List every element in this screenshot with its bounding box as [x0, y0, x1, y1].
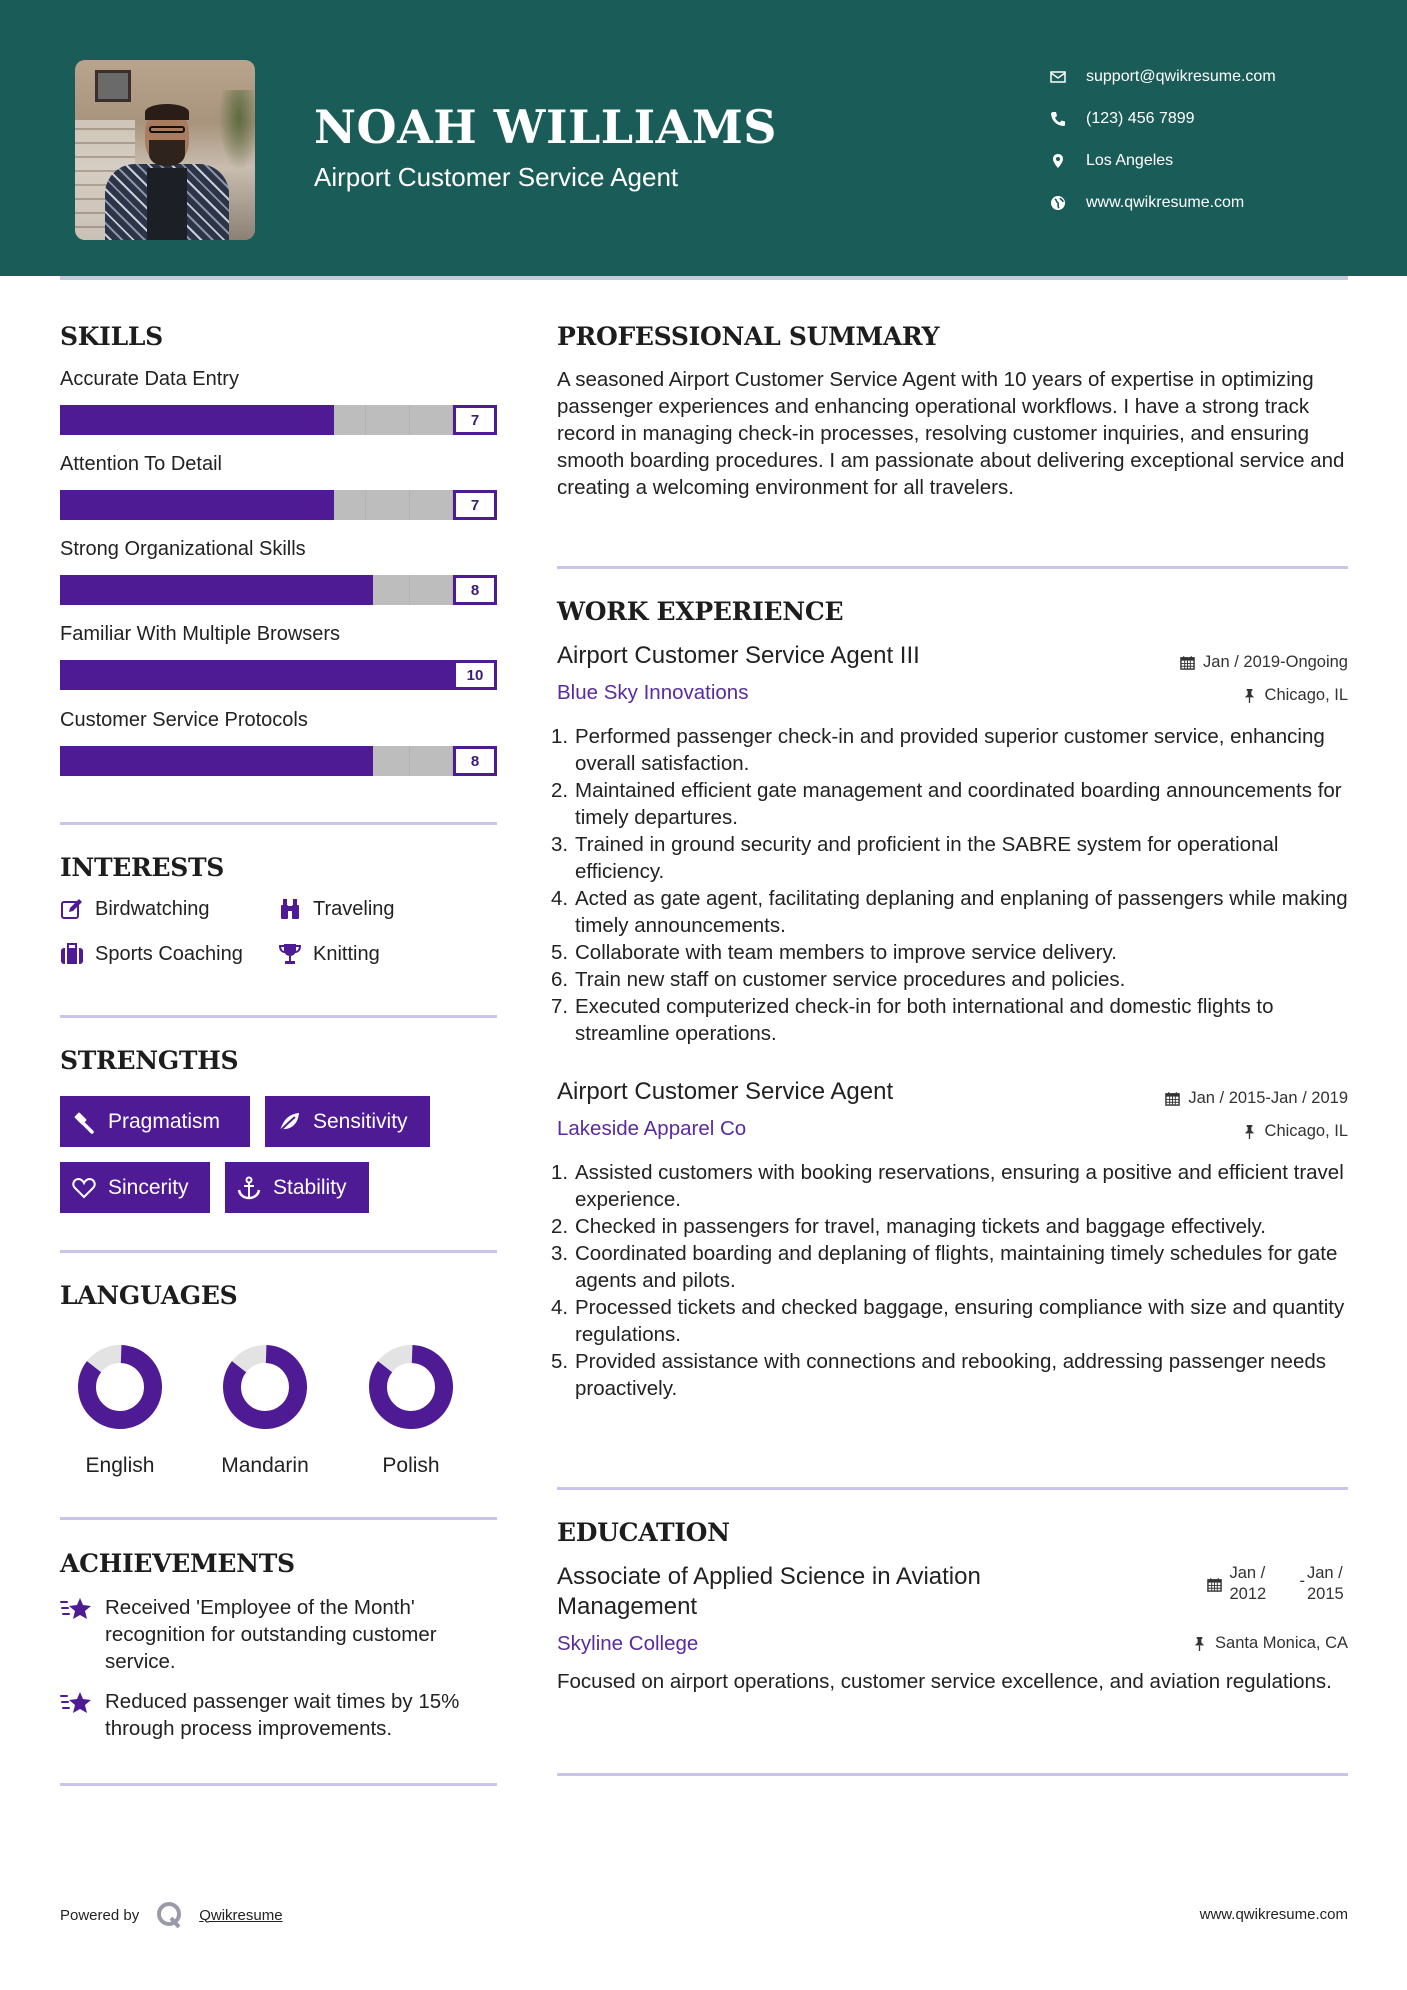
strength-tag: Stability — [225, 1162, 369, 1213]
language-item — [60, 1342, 180, 1478]
job-bullet: 5. Collaborate with team members to improve service delivery. — [551, 941, 1117, 964]
skill-label: Strong Organizational Skills — [60, 538, 306, 560]
globe-icon — [1050, 195, 1086, 211]
trophy-icon — [278, 942, 302, 966]
language-label: English — [85, 1454, 155, 1477]
summary-text: A seasoned Airport Customer Service Agent with 10 years of expertise in optimizing passenger experiences and enhancing operational workflows. I have a strong track record in managing check-in processes, resolving customer inquiries, and ensuring smooth boarding procedures. I am passionate about delivering exceptional service and creating a welcoming environment for all travelers. — [557, 368, 1345, 499]
education-heading: EDUCATION — [557, 1518, 730, 1547]
leaf-icon — [277, 1110, 301, 1134]
contact-phone[interactable] — [1050, 98, 1276, 140]
job-date: Jan / 2019-Ongoing — [1180, 653, 1348, 672]
footer-powered-by: Powered by Qwikresume — [60, 1900, 283, 1930]
job-title: Airport Customer Service Agent — [557, 1078, 894, 1105]
map-marker-icon — [1050, 153, 1086, 169]
profile-photo — [75, 60, 255, 240]
shooting-star-icon — [60, 1690, 92, 1716]
skill-bar-fill — [60, 746, 373, 776]
envelope-icon — [1050, 69, 1086, 85]
summary-heading: PROFESSIONAL SUMMARY — [557, 322, 940, 351]
job-bullets — [551, 1159, 1352, 1402]
language-donut-chart — [366, 1342, 456, 1432]
strength-tag: Pragmatism — [60, 1096, 250, 1147]
company-name: Lakeside Apparel Co — [557, 1117, 747, 1140]
skill-label: Attention To Detail — [60, 453, 222, 475]
section-divider — [557, 1487, 1348, 1490]
job-location: Chicago, IL — [1242, 1122, 1348, 1141]
contact-email[interactable] — [1050, 56, 1276, 98]
job-bullet: 3. Coordinated boarding and deplaning of flights, maintaining timely schedules for gate agents and pilots. — [551, 1242, 1338, 1292]
binoculars-icon — [278, 897, 302, 921]
pushpin-icon — [1192, 1636, 1207, 1651]
header-divider — [60, 276, 1348, 280]
job-title: Airport Customer Service Agent III — [557, 642, 920, 669]
skill-bar-fill — [60, 490, 334, 520]
achievement-item: Received 'Employee of the Month' recognition for outstanding customer service. — [60, 1594, 500, 1675]
company-name: Blue Sky Innovations — [557, 681, 749, 704]
skill-bar — [60, 746, 497, 776]
heart-icon — [72, 1176, 96, 1200]
calendar-icon — [1165, 1091, 1180, 1106]
interests-heading: INTERESTS — [60, 853, 225, 882]
experience-heading: WORK EXPERIENCE — [557, 597, 844, 626]
edit-icon — [60, 897, 84, 921]
briefcase-icon — [60, 942, 84, 966]
skill-bar — [60, 575, 497, 605]
skill-level-badge: 8 — [453, 746, 497, 776]
gavel-icon — [72, 1110, 96, 1134]
achievements-heading: ACHIEVEMENTS — [60, 1549, 295, 1578]
qwikresume-link[interactable]: Qwikresume — [199, 1906, 283, 1924]
skill-level-badge: 8 — [453, 575, 497, 605]
footer-website-link[interactable]: www.qwikresume.com — [1199, 1906, 1348, 1923]
interest-item: Sports Coaching — [60, 942, 243, 966]
language-donut-chart — [75, 1342, 165, 1432]
calendar-icon — [1180, 655, 1195, 670]
section-divider — [60, 822, 497, 825]
candidate-title: Airport Customer Service Agent — [314, 162, 679, 192]
strengths-heading: STRENGTHS — [60, 1046, 239, 1075]
skill-bar-fill — [60, 405, 334, 435]
shooting-star-icon — [60, 1596, 92, 1622]
job-bullet: 3. Trained in ground security and proficient in the SABRE system for operational efficiency. — [551, 833, 1279, 883]
skill-label: Accurate Data Entry — [60, 368, 239, 390]
pushpin-icon — [1242, 1124, 1257, 1139]
strength-tag: Sensitivity — [265, 1096, 430, 1147]
education-description: Focused on airport operations, customer service excellence, and aviation regulations. — [557, 1670, 1332, 1693]
skill-level-badge: 10 — [453, 660, 497, 690]
section-divider — [557, 1773, 1348, 1776]
skills-heading: SKILLS — [60, 322, 163, 351]
language-label: Mandarin — [221, 1454, 309, 1477]
interest-item: Knitting — [278, 942, 380, 966]
education-location: Santa Monica, CA — [1192, 1634, 1348, 1653]
job-bullet: 6. Train new staff on customer service procedures and policies. — [551, 968, 1126, 991]
job-bullet: 5. Provided assistance with connections and rebooking, addressing passenger needs proactively. — [551, 1350, 1327, 1400]
section-divider — [557, 566, 1348, 569]
job-bullets — [551, 723, 1352, 1047]
language-item — [351, 1342, 471, 1478]
job-location: Chicago, IL — [1242, 686, 1348, 705]
job-bullet: 1. Performed passenger check-in and provided superior customer service, enhancing overall satisfaction. — [551, 725, 1325, 775]
skill-bar-fill — [60, 660, 497, 690]
contact-website[interactable] — [1050, 182, 1276, 224]
job-bullet: 4. Acted as gate agent, facilitating deplaning and enplaning of passengers while making timely announcements. — [551, 887, 1348, 937]
skill-bar — [60, 490, 497, 520]
contact-phone-text: (123) 456 7899 — [1086, 110, 1195, 127]
skill-bar-fill — [60, 575, 373, 605]
contact-location-text: Los Angeles — [1086, 152, 1174, 169]
job-date: Jan / 2015-Jan / 2019 — [1165, 1089, 1348, 1108]
skill-label: Customer Service Protocols — [60, 709, 308, 731]
contact-website-text: www.qwikresume.com — [1086, 194, 1245, 211]
contact-email-text: support@qwikresume.com — [1086, 68, 1276, 85]
contact-list — [1050, 56, 1276, 224]
achievement-item: Reduced passenger wait times by 15% through process improvements. — [60, 1688, 500, 1742]
job-bullet: 2. Checked in passengers for travel, managing tickets and baggage effectively. — [551, 1215, 1266, 1238]
section-divider — [60, 1783, 497, 1786]
interest-item: Birdwatching — [60, 897, 210, 921]
pushpin-icon — [1242, 688, 1257, 703]
resume-header — [0, 0, 1407, 276]
section-divider — [60, 1250, 497, 1253]
interest-item: Traveling — [278, 897, 395, 921]
languages-heading: LANGUAGES — [60, 1281, 238, 1310]
skill-level-badge: 7 — [453, 490, 497, 520]
job-bullet: 2. Maintained efficient gate management and coordinated boarding announcements for timely departures. — [551, 779, 1342, 829]
section-divider — [60, 1517, 497, 1520]
phone-icon — [1050, 111, 1086, 127]
skill-bar — [60, 660, 497, 690]
education-date: Jan / 2012 - Jan / 2015 — [1207, 1563, 1378, 1605]
language-item — [205, 1342, 325, 1478]
skill-level-badge: 7 — [453, 405, 497, 435]
strength-tag: Sincerity — [60, 1162, 210, 1213]
language-donut-chart — [220, 1342, 310, 1432]
qwikresume-logo-icon — [155, 1900, 185, 1930]
school-name: Skyline College — [557, 1632, 699, 1655]
degree-title: Associate of Applied Science in Aviation Management — [557, 1563, 981, 1620]
skill-bar — [60, 405, 497, 435]
job-bullet: 4. Processed tickets and checked baggage, ensuring compliance with size and quantity regulations. — [551, 1296, 1345, 1346]
skill-label: Familiar With Multiple Browsers — [60, 623, 341, 645]
section-divider — [60, 1015, 497, 1018]
calendar-icon — [1207, 1577, 1222, 1592]
candidate-name: NOAH WILLIAMS — [314, 100, 777, 154]
contact-location — [1050, 140, 1276, 182]
job-bullet: 7. Executed computerized check-in for both international and domestic flights to streamline operations. — [551, 995, 1274, 1045]
language-label: Polish — [382, 1454, 440, 1477]
anchor-icon — [237, 1176, 261, 1200]
job-bullet: 1. Assisted customers with booking reservations, ensuring a positive and efficient travel experience. — [551, 1161, 1344, 1211]
